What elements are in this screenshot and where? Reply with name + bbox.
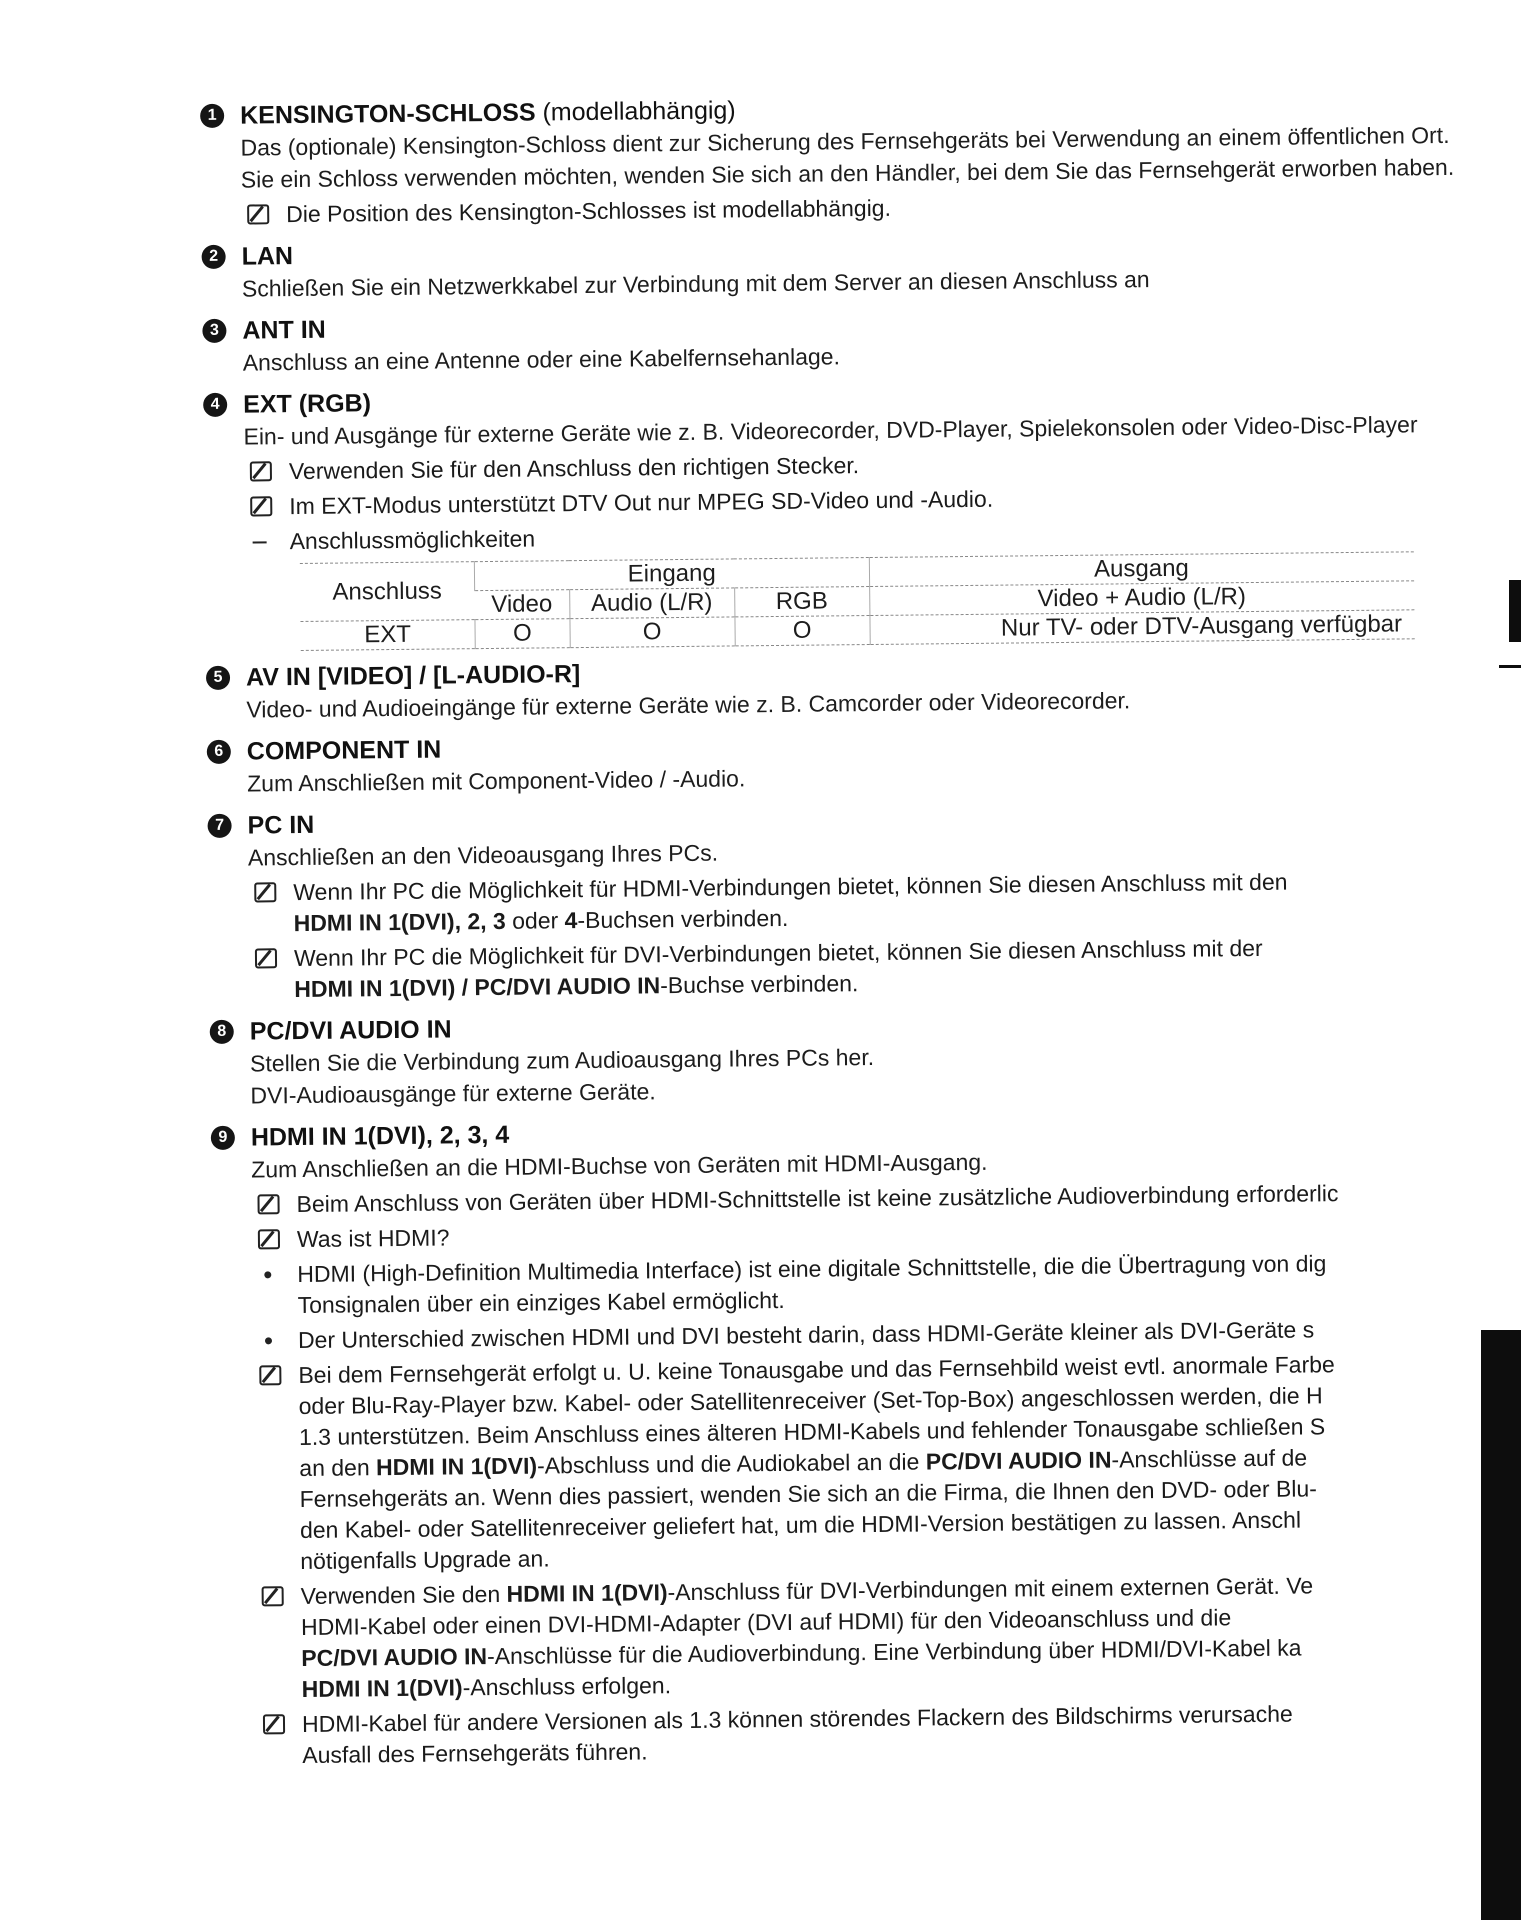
section-pc-in xyxy=(207,796,1499,1005)
table-cell-output: Nur TV- oder DTV-Ausgang verfügbar xyxy=(869,610,1414,645)
note-pencil-icon xyxy=(247,204,269,224)
note-pencil-icon xyxy=(250,496,272,516)
note-item: Bei dem Fernsehgerät erfolgt u. U. keine Tonausgabe und das Fernsehbild weist evtl. anormale Farbe oder Blu-Ray-Player bzw. Kabel- oder Satellitenreceiver (Set-Top-Box) angeschlossen werden, die H 1.3 unterstützen. Beim Anschluss eines älteren HDMI-Kabels und fehlender Tonausgabe schließen S an den HDMI IN 1(DVI)-Abschluss und die Audiokabel an die PC/DVI AUDIO IN-Anschlüsse auf de Fernsehgeräts an. Wenn dies passiert, wenden Sie sich an die Firma, die Ihnen den DVD- oder Blu- den Kabel- oder Satellitenreceiver geliefert hat, um die HDMI-Version bestätigen zu lassen. Anschl nötigenfalls Upgrade an. xyxy=(253,1347,1505,1577)
note-pencil-icon xyxy=(258,1229,280,1249)
note-item: Beim Anschluss von Geräten über HDMI-Schnittstelle ist keine zusätzliche Audioverbindung erforderlic xyxy=(251,1176,1501,1220)
section-title: KENSINGTON-SCHLOSS (modellabhängig) xyxy=(240,96,736,130)
section-number-badge: 3 xyxy=(202,319,226,343)
note-item: Verwenden Sie für den Anschluss den richtigen Stecker. xyxy=(244,443,1494,487)
section-title: EXT (RGB) xyxy=(243,389,372,419)
section-hdmi-in xyxy=(211,1108,1508,1771)
page-content xyxy=(200,86,1508,1781)
dash-marker xyxy=(253,541,267,543)
table-header-ausgang: Ausgang xyxy=(869,552,1414,587)
section-text: Anschließen an den Videoausgang Ihres PCs. xyxy=(247,839,719,871)
note-item: Wenn Ihr PC die Möglichkeit für DVI-Verbindungen bietet, können Sie diesen Anschluss mit der HDMI IN 1(DVI) / PC/DVI AUDIO IN-Buchse verbinden. xyxy=(249,930,1500,1005)
section-text: Zum Anschließen an die HDMI-Buchse von Geräten mit HDMI-Ausgang. xyxy=(251,1148,988,1183)
section-number-badge: 1 xyxy=(200,104,224,128)
bullet-dot xyxy=(264,1271,271,1278)
section-text: Sie ein Schloss verwenden möchten, wenden Sie sich an den Händler, bei dem Sie das Fernsehgerät erworben haben. xyxy=(240,153,1455,193)
section-number-badge: 6 xyxy=(207,740,231,764)
note-pencil-icon xyxy=(263,1714,285,1734)
section-av-in xyxy=(206,648,1497,726)
table-header-audio: Audio (L/R) xyxy=(569,588,734,619)
section-title: LAN xyxy=(241,242,294,271)
note-item: Die Position des Kensington-Schlosses ist modellabhängig. xyxy=(241,186,1491,230)
note-item: Verwenden Sie den HDMI IN 1(DVI)-Anschluss für DVI-Verbindungen mit einem externen Gerät. Ve HDMI-Kabel oder einen DVI-HDMI-Adapter (DVI auf HDMI) für den Videoanschluss und die PC/DVI AUDIO IN-Anschlüsse für die Audioverbindung. Eine Verbindung über HDMI/DVI-Kabel ka HDMI IN 1(DVI)-Anschluss erfolgen. xyxy=(256,1568,1507,1705)
section-kensington xyxy=(200,86,1491,231)
table-cell-video: O xyxy=(475,619,570,649)
scan-edge-shadow xyxy=(1481,1330,1521,1920)
section-text: Anschluss an eine Antenne oder eine Kabelfernsehanlage. xyxy=(242,343,841,376)
section-number-badge: 5 xyxy=(206,666,230,690)
note-item: Im EXT-Modus unterstützt DTV Out nur MPEG SD-Video und -Audio. xyxy=(244,478,1494,522)
scan-edge-mark xyxy=(1499,665,1521,668)
section-text: Stellen Sie die Verbindung zum Audioausgang Ihres PCs her. xyxy=(249,1043,875,1077)
note-pencil-icon xyxy=(250,461,272,481)
section-number-badge: 4 xyxy=(203,393,227,417)
section-ant-in xyxy=(202,301,1493,379)
note-item: Wenn Ihr PC die Möglichkeit für HDMI-Verbindungen bietet, können Sie diesen Anschluss mit den HDMI IN 1(DVI), 2, 3 oder 4-Buchsen verbinden. xyxy=(248,864,1499,939)
table-cell-rgb: O xyxy=(734,616,869,646)
section-title: PC/DVI AUDIO IN xyxy=(249,1015,452,1046)
section-text: Zum Anschließen mit Component-Video / -Audio. xyxy=(247,765,746,797)
section-ext-rgb xyxy=(203,375,1496,651)
section-title: AV IN [VIDEO] / [L-AUDIO-R] xyxy=(245,660,581,692)
note-pencil-icon xyxy=(257,1194,279,1214)
connection-table xyxy=(300,551,1414,651)
section-text: Das (optionale) Kensington-Schloss dient zur Sicherung des Fernsehgeräts bei Verwendung an einem öffentlichen Ort. xyxy=(240,121,1450,161)
note-pencil-icon xyxy=(254,882,276,902)
section-text: DVI-Audioausgänge für externe Geräte. xyxy=(250,1078,656,1109)
scan-edge-mark xyxy=(1509,580,1521,642)
table-header-video: Video xyxy=(475,590,570,620)
bullet-dot xyxy=(265,1337,272,1344)
table-header-eingang: Eingang xyxy=(474,558,869,591)
section-text: Video- und Audioeingänge für externe Geräte wie z. B. Camcorder oder Videorecorder. xyxy=(246,687,1131,723)
section-text: Ein- und Ausgänge für externe Geräte wie z. B. Videorecorder, DVD-Player, Spielekonsolen oder Video-Disc-Player xyxy=(243,411,1418,450)
note-pencil-icon xyxy=(255,948,277,968)
table-header-anschluss: Anschluss xyxy=(300,562,475,622)
section-number-badge: 9 xyxy=(211,1126,235,1150)
table-cell-ext: EXT xyxy=(300,620,475,651)
bullet-item: Der Unterschied zwischen HDMI und DVI besteht darin, dass HDMI-Geräte kleiner als DVI-Geräte s xyxy=(253,1312,1503,1356)
bullet-item: HDMI (High-Definition Multimedia Interface) ist eine digitale Schnittstelle, die die Übertragung von dig Tonsignalen über ein einziges Kabel ermöglicht. xyxy=(252,1246,1503,1321)
note-item: HDMI-Kabel für andere Versionen als 1.3 können störendes Flackern des Bildschirms verursache Ausfall des Fernsehgeräts führen. xyxy=(257,1696,1508,1771)
section-title: ANT IN xyxy=(242,315,326,345)
section-number-badge: 7 xyxy=(207,814,231,838)
note-item: Was ist HDMI? xyxy=(252,1211,1502,1255)
table-header-rgb: RGB xyxy=(734,587,869,617)
table-header-video-audio: Video + Audio (L/R) xyxy=(869,581,1414,616)
note-pencil-icon xyxy=(262,1586,284,1606)
table-cell-audio: O xyxy=(569,617,734,648)
section-title: PC IN xyxy=(247,810,315,840)
section-number-badge: 2 xyxy=(202,245,226,269)
dash-item: Anschlussmöglichkeiten xyxy=(244,513,1494,557)
section-text: Schließen Sie ein Netzwerkkabel zur Verbindung mit dem Server an diesen Anschluss an xyxy=(241,266,1150,302)
section-pc-dvi-audio-in xyxy=(210,1002,1501,1112)
section-lan xyxy=(201,227,1492,305)
section-number-badge: 8 xyxy=(210,1020,234,1044)
section-component-in xyxy=(207,722,1498,800)
section-title: COMPONENT IN xyxy=(246,735,442,766)
note-pencil-icon xyxy=(259,1365,281,1385)
section-title: HDMI IN 1(DVI), 2, 3, 4 xyxy=(250,1120,510,1152)
